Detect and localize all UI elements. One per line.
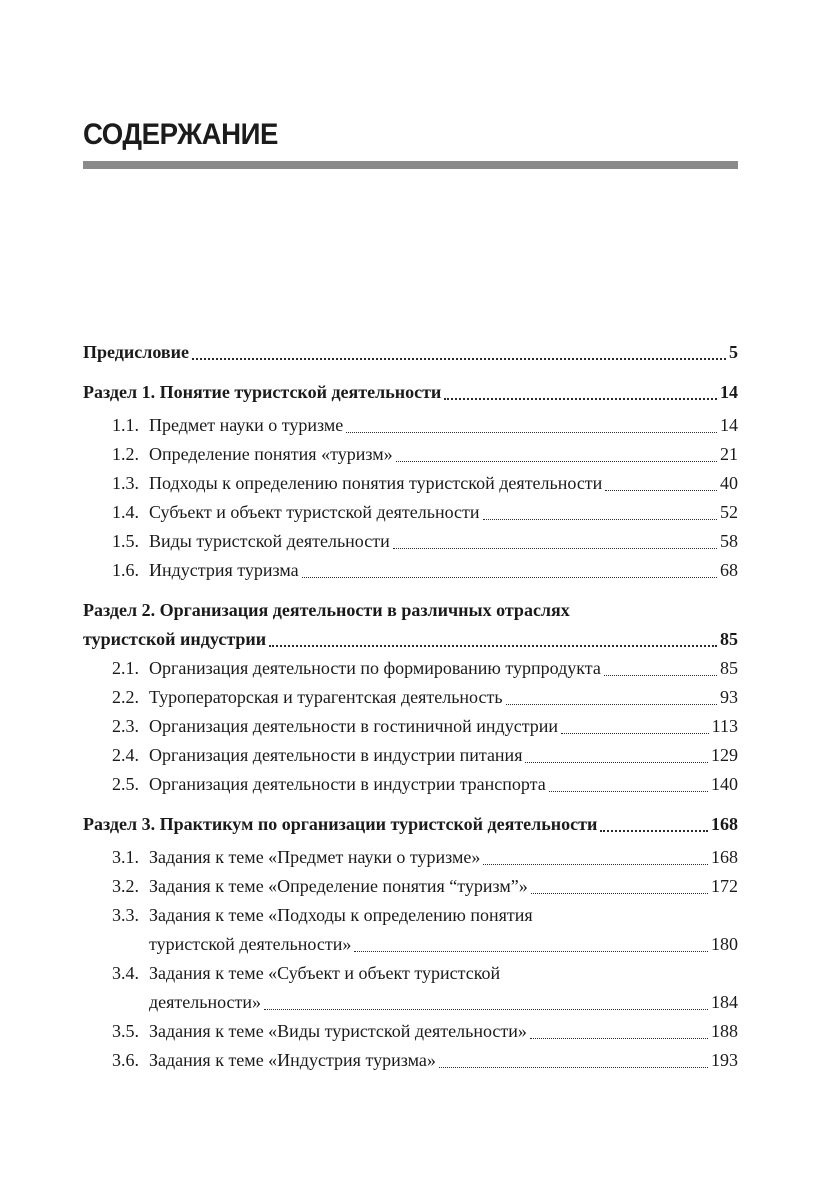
entry-page-number: 85 — [720, 629, 738, 649]
toc-subsection-entry[interactable] — [83, 872, 738, 901]
entry-page-number: 140 — [711, 774, 738, 794]
entry-page-number: 129 — [711, 745, 738, 765]
toc-subsection-entry[interactable] — [83, 440, 738, 469]
entry-title-line1: Раздел 2. Организация деятельности в различных отраслях — [83, 600, 570, 620]
entry-page-number: 180 — [711, 934, 738, 954]
entry-title: Подходы к определению понятия туристской деятельности — [149, 473, 603, 493]
entry-title: Виды туристской деятельности — [149, 531, 390, 551]
toc-subsection-entry[interactable] — [83, 411, 738, 440]
dot-leader — [396, 461, 717, 462]
entry-page-number: 21 — [720, 444, 738, 464]
dot-leader — [549, 791, 708, 792]
entry-page-number: 40 — [720, 473, 738, 493]
toc-subsection-entry[interactable] — [83, 498, 738, 527]
entry-page-number: 172 — [711, 876, 738, 896]
toc-subsection-entry[interactable] — [83, 770, 738, 799]
dot-leader — [604, 675, 717, 676]
entry-number: 3.5. — [112, 1021, 139, 1041]
entry-number: 2.5. — [112, 774, 139, 794]
dot-leader — [439, 1067, 708, 1068]
entry-title: Задания к теме «Индустрия туризма» — [149, 1050, 436, 1070]
toc-section-entry[interactable] — [83, 378, 738, 407]
entry-title: Организация деятельности в индустрии транспорта — [149, 774, 546, 794]
toc-subsection-entry[interactable] — [83, 469, 738, 498]
entry-page-number: 184 — [711, 992, 738, 1012]
entry-title: Организация деятельности в гостиничной индустрии — [149, 716, 559, 736]
entry-title-line1: Задания к теме «Подходы к определению понятия — [149, 905, 533, 925]
entry-title: Туроператорская и турагентская деятельность — [149, 687, 503, 707]
entry-title: Раздел 3. Практикум по организации туристской деятельности — [83, 814, 598, 834]
toc-subsection-entry[interactable] — [83, 654, 738, 683]
toc-subsection-entry[interactable] — [83, 901, 738, 959]
toc-section-entry[interactable] — [83, 338, 738, 367]
entry-title: Организация деятельности по формированию турпродукта — [149, 658, 601, 678]
entry-number: 1.4. — [112, 502, 139, 522]
entry-title: Задания к теме «Определение понятия “туризм”» — [149, 876, 528, 896]
entry-number: 3.4. — [112, 963, 139, 983]
entry-page-number: 58 — [720, 531, 738, 551]
entry-page-number: 85 — [720, 658, 738, 678]
entry-page-number: 14 — [720, 382, 738, 402]
entry-number: 2.2. — [112, 687, 139, 707]
entry-title: Предисловие — [83, 342, 189, 362]
toc-subsection-entry[interactable] — [83, 527, 738, 556]
toc-subsection-entry[interactable] — [83, 843, 738, 872]
entry-number: 1.6. — [112, 560, 139, 580]
entry-page-number: 52 — [720, 502, 738, 522]
entry-title: Индустрия туризма — [149, 560, 299, 580]
entry-title: Субъект и объект туристской деятельности — [149, 502, 480, 522]
toc-subsection-entry[interactable] — [83, 959, 738, 1017]
dot-leader — [264, 1009, 708, 1010]
entry-number: 1.2. — [112, 444, 139, 464]
entry-number: 3.3. — [112, 905, 139, 925]
entry-number: 2.1. — [112, 658, 139, 678]
dot-leader — [192, 358, 726, 360]
entry-number: 2.4. — [112, 745, 139, 765]
toc-section-entry[interactable] — [83, 810, 738, 839]
dot-leader — [483, 519, 717, 520]
dot-leader — [605, 490, 717, 491]
dot-leader — [354, 951, 708, 952]
entry-title: Задания к теме «Виды туристской деятельности» — [149, 1021, 527, 1041]
table-of-contents — [83, 338, 738, 1075]
entry-number: 3.6. — [112, 1050, 139, 1070]
entry-title: Задания к теме «Предмет науки о туризме» — [149, 847, 481, 867]
toc-subsection-entry[interactable] — [83, 712, 738, 741]
entry-page-number: 168 — [711, 847, 738, 867]
dot-leader — [531, 893, 708, 894]
toc-subsection-entry[interactable] — [83, 1046, 738, 1075]
entry-page-number: 193 — [711, 1050, 738, 1070]
dot-leader — [525, 762, 708, 763]
entry-page-number: 188 — [711, 1021, 738, 1041]
entry-page-number: 113 — [711, 716, 738, 736]
entry-number: 3.1. — [112, 847, 139, 867]
dot-leader — [393, 548, 717, 549]
toc-subsection-entry[interactable] — [83, 556, 738, 585]
page-title: СОДЕРЖАНИЕ — [83, 118, 278, 151]
toc-subsection-entry[interactable] — [83, 683, 738, 712]
entry-title: Предмет науки о туризме — [149, 415, 344, 435]
entry-title-line1: Задания к теме «Субъект и объект туристской — [149, 963, 501, 983]
toc-section-entry[interactable] — [83, 596, 738, 654]
dot-leader — [302, 577, 717, 578]
entry-title: Определение понятия «туризм» — [149, 444, 393, 464]
entry-number: 1.1. — [112, 415, 139, 435]
entry-number: 2.3. — [112, 716, 139, 736]
dot-leader — [483, 864, 708, 865]
dot-leader — [444, 398, 717, 400]
dot-leader — [561, 733, 709, 734]
dot-leader — [530, 1038, 708, 1039]
entry-title-line2: туристской деятельности» — [149, 934, 352, 954]
entry-number: 1.5. — [112, 531, 139, 551]
entry-title-line2: деятельности» — [149, 992, 262, 1012]
entry-title: Организация деятельности в индустрии питания — [149, 745, 523, 765]
dot-leader — [600, 830, 708, 832]
entry-number: 3.2. — [112, 876, 139, 896]
entry-number: 1.3. — [112, 473, 139, 493]
entry-page-number: 14 — [720, 415, 738, 435]
entry-title: Раздел 1. Понятие туристской деятельности — [83, 382, 442, 402]
toc-subsection-entry[interactable] — [83, 1017, 738, 1046]
dot-leader — [269, 645, 717, 647]
toc-subsection-entry[interactable] — [83, 741, 738, 770]
dot-leader — [346, 432, 717, 433]
entry-title-line2: туристской индустрии — [83, 629, 267, 649]
entry-page-number: 93 — [720, 687, 738, 707]
entry-page-number: 68 — [720, 560, 738, 580]
entry-page-number: 5 — [729, 342, 738, 362]
entry-page-number: 168 — [711, 814, 738, 834]
title-rule — [83, 161, 738, 169]
dot-leader — [506, 704, 717, 705]
